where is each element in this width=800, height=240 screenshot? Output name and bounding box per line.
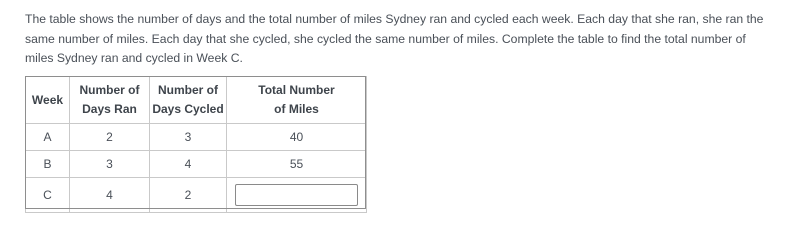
miles-table xyxy=(25,76,367,213)
cell-days-ran: 3 xyxy=(70,151,150,178)
header-days-cycled xyxy=(150,77,227,124)
header-days-ran-line1: Number of xyxy=(79,83,140,97)
table-row-week-c xyxy=(26,178,367,213)
header-days-ran xyxy=(70,77,150,124)
cell-week: A xyxy=(26,124,70,151)
question-prompt: The table shows the number of days and the total number of miles Sydney ran and cycled each week. Each day that she ran, she ran the same number of miles. Each day that she cycled, she cycled the same number of miles. Complete the table to find the total number of miles Sydney ran and cycled in Week C. xyxy=(25,12,764,65)
header-days-cycled-line1: Number of xyxy=(158,83,218,97)
table-row-week-b xyxy=(26,151,367,178)
cell-days-ran: 2 xyxy=(70,124,150,151)
table-header-row xyxy=(26,77,367,124)
table-row-week-a xyxy=(26,124,367,151)
header-week: Week xyxy=(26,77,70,124)
cell-total-miles: 40 xyxy=(227,124,367,151)
header-total-line1: Total Number xyxy=(258,83,335,97)
cell-days-cycled: 4 xyxy=(150,151,227,178)
cell-total-miles: 55 xyxy=(227,151,367,178)
cell-days-cycled: 2 xyxy=(150,178,227,213)
header-total-line2: of Miles xyxy=(274,102,319,116)
week-c-total-miles-input[interactable] xyxy=(235,184,358,206)
header-days-ran-line2: Days Ran xyxy=(82,102,137,116)
cell-total-miles-answer xyxy=(227,178,367,213)
cell-days-ran: 4 xyxy=(70,178,150,213)
header-days-cycled-line2: Days Cycled xyxy=(152,102,224,116)
cell-days-cycled: 3 xyxy=(150,124,227,151)
cell-week: C xyxy=(26,178,70,213)
header-total-miles xyxy=(227,77,367,124)
cell-week: B xyxy=(26,151,70,178)
